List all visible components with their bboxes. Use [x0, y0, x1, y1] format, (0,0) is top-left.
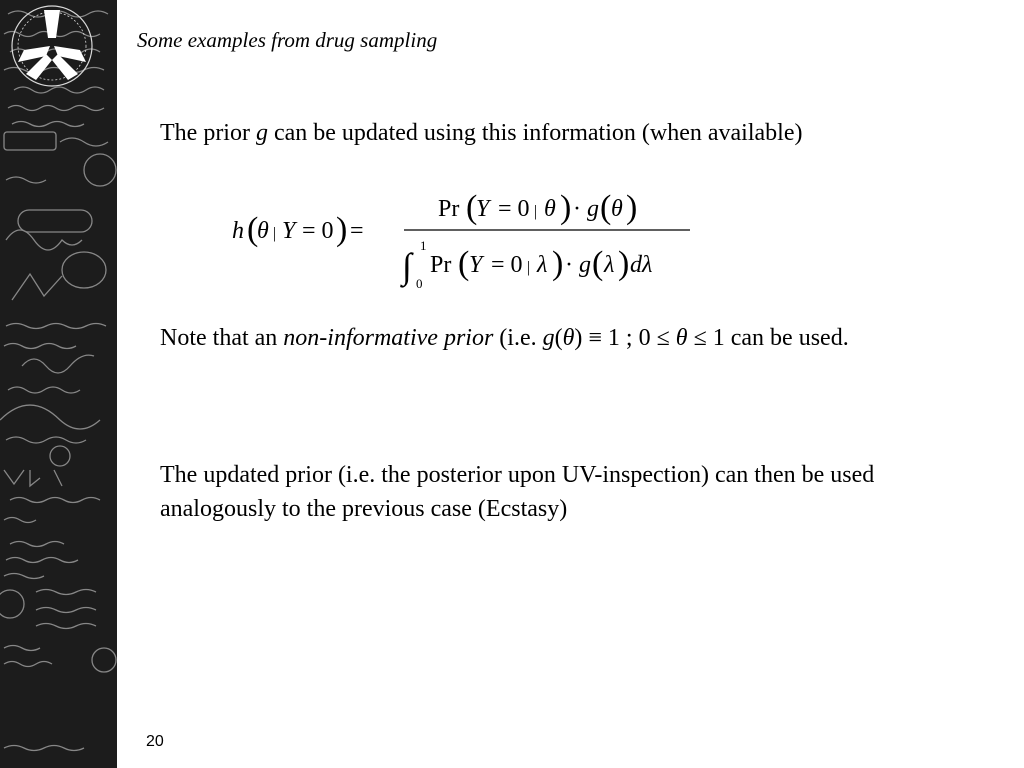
variable-g: g [542, 325, 555, 351]
svg-text:): ) [336, 211, 348, 248]
svg-text:∫: ∫ [402, 246, 412, 286]
text-fragment: The prior [160, 120, 256, 146]
svg-text:Y: Y [476, 196, 490, 222]
svg-text:λ: λ [604, 252, 615, 278]
svg-text:θ: θ [611, 196, 623, 222]
svg-text:h: h [232, 218, 244, 244]
page-number: 20 [146, 733, 164, 750]
svg-text:): ) [618, 245, 630, 282]
chalk-scribbles-decoration [0, 0, 117, 768]
svg-text:θ: θ [544, 196, 556, 222]
university-logo [0, 0, 105, 92]
slide-title: Some examples from drug sampling [137, 28, 438, 52]
svg-text:0: 0 [416, 276, 423, 291]
svg-text:λ: λ [537, 252, 548, 278]
chalkboard-sidebar [0, 0, 117, 768]
svg-text:(: ( [458, 245, 470, 282]
svg-text:= 0: = 0 [498, 196, 530, 222]
svg-text:g: g [587, 196, 599, 222]
paragraph-prior-update [160, 116, 980, 150]
text-fragment: ≤ 1 can be used. [687, 325, 849, 351]
svg-text:(: ( [592, 245, 604, 282]
posterior-formula [228, 178, 708, 303]
variable-g: g [255, 120, 268, 146]
svg-text:|: | [273, 225, 277, 242]
emphasis-term: non-informative prior [283, 325, 494, 351]
svg-text:Pr: Pr [438, 196, 460, 222]
svg-text:= 0: = 0 [302, 218, 334, 244]
svg-text:g: g [579, 252, 591, 278]
paragraph-non-informative-prior [160, 321, 980, 355]
variable-theta: θ [675, 325, 688, 351]
paragraph-updated-prior: The updated prior (i.e. the posterior upon UV-inspection) can then be used analogously to the previous case (Ecstasy) [160, 462, 875, 522]
text-fragment: ) ≡ 1 ; 0 ≤ [574, 325, 676, 351]
svg-text:|: | [534, 203, 538, 220]
svg-text:|: | [527, 259, 531, 276]
text-fragment: (i.e. [493, 325, 543, 351]
svg-text:·: · [565, 252, 573, 278]
svg-text:Y: Y [282, 218, 296, 244]
svg-text:(: ( [466, 189, 478, 226]
svg-text:θ: θ [257, 218, 269, 244]
svg-text:): ) [552, 245, 564, 282]
svg-text:= 0: = 0 [491, 252, 523, 278]
text-fragment: can be updated using this information (when available) [267, 120, 803, 146]
svg-text:(: ( [247, 211, 259, 248]
svg-text:Pr: Pr [430, 252, 452, 278]
svg-text:=: = [350, 218, 364, 244]
svg-text:): ) [626, 189, 638, 226]
text-fragment: ( [554, 325, 563, 351]
svg-text:·: · [573, 196, 581, 222]
svg-text:Y: Y [469, 252, 483, 278]
svg-text:dλ: dλ [630, 252, 653, 278]
svg-text:1: 1 [420, 238, 427, 253]
formula-svg [228, 178, 708, 298]
variable-theta: θ [562, 325, 575, 351]
svg-text:(: ( [600, 189, 612, 226]
text-fragment: Note that an [160, 325, 284, 351]
svg-text:): ) [560, 189, 572, 226]
